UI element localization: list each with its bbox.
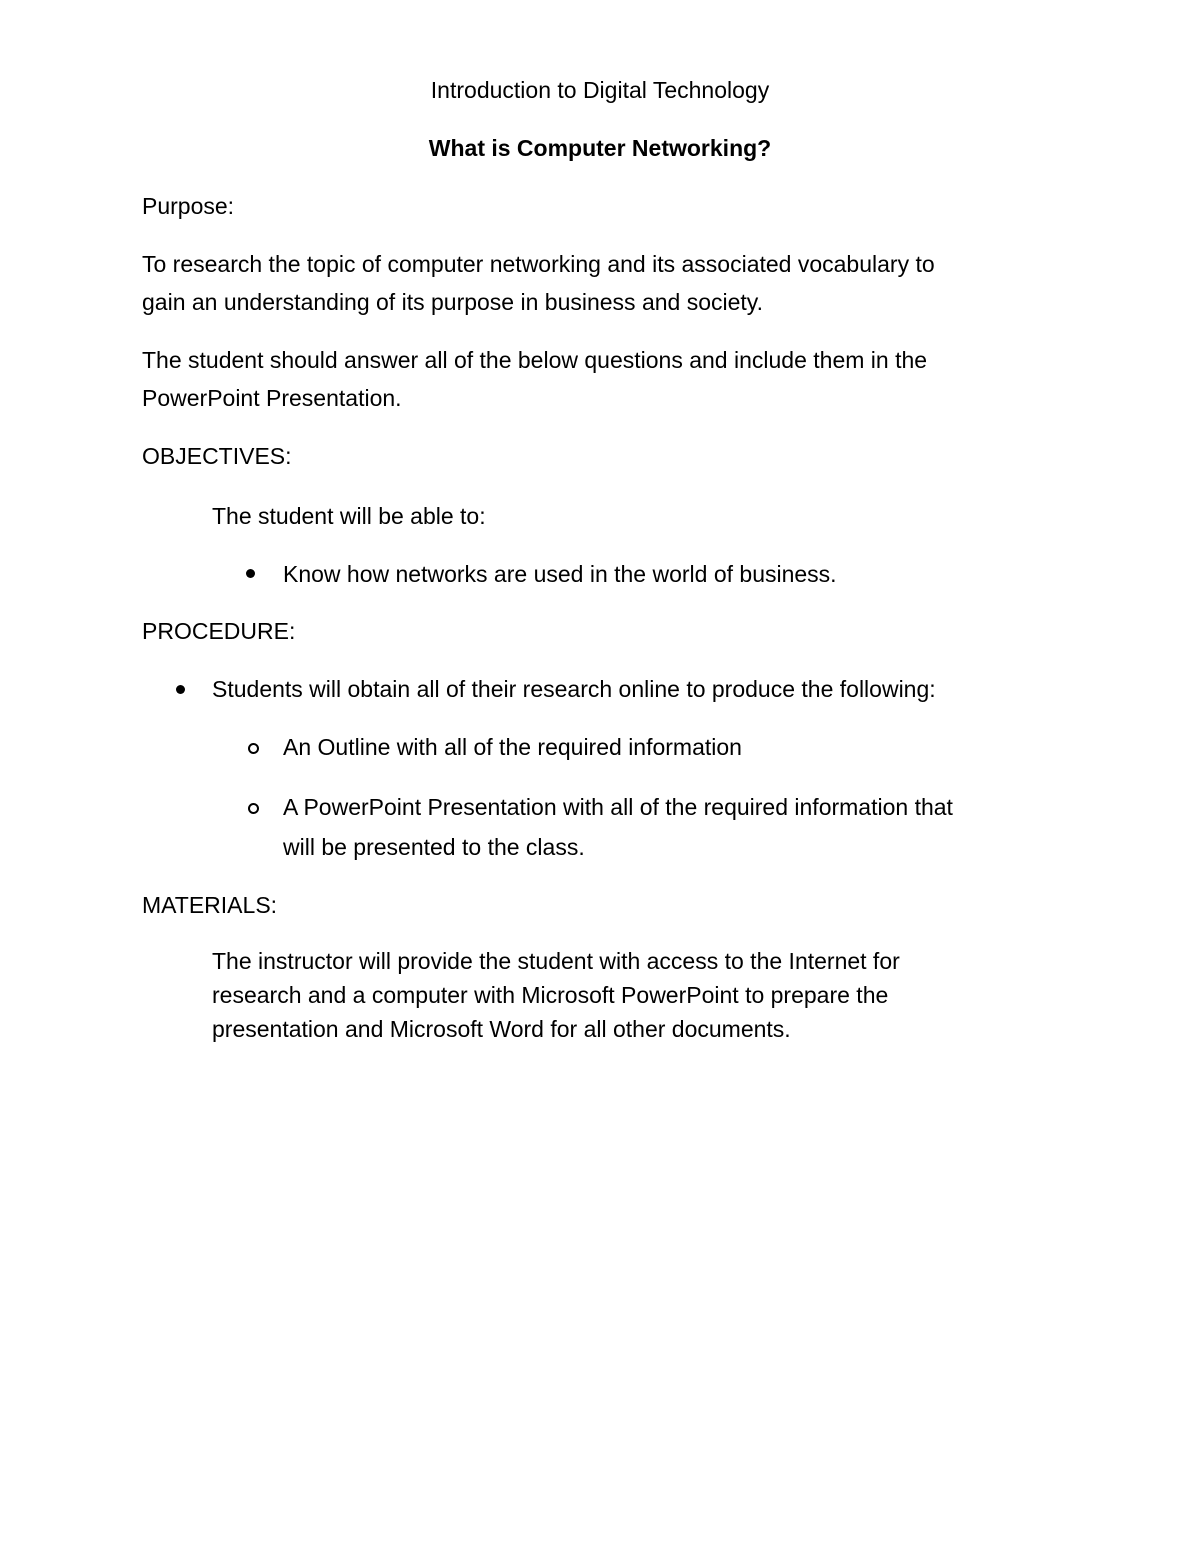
procedure-item: Students will obtain all of their research online to produce the following: — [212, 676, 936, 702]
objectives-item: Know how networks are used in the world of business. — [283, 561, 837, 587]
bullet-dot-icon — [246, 569, 255, 578]
materials-heading: MATERIALS: — [142, 892, 278, 918]
bullet-dot-icon — [176, 685, 185, 694]
procedure-sub-item-1: An Outline with all of the required information — [283, 734, 742, 760]
document-title: What is Computer Networking? — [428, 135, 772, 161]
bullet-circle-icon — [248, 743, 259, 754]
procedure-sub-item-2-line-2: will be presented to the class. — [283, 834, 585, 860]
materials-line-3: presentation and Microsoft Word for all other documents. — [212, 1016, 791, 1042]
purpose-paragraph-1-line-2: gain an understanding of its purpose in business and society. — [142, 289, 763, 315]
procedure-heading: PROCEDURE: — [142, 618, 296, 644]
purpose-paragraph-2-line-2: PowerPoint Presentation. — [142, 385, 402, 411]
purpose-heading: Purpose: — [142, 193, 235, 219]
materials-line-2: research and a computer with Microsoft PowerPoint to prepare the — [212, 982, 889, 1008]
procedure-sub-item-2-line-1: A PowerPoint Presentation with all of the required information that — [283, 794, 953, 820]
objectives-heading: OBJECTIVES: — [142, 443, 292, 469]
bullet-circle-icon — [248, 803, 259, 814]
objectives-intro: The student will be able to: — [212, 503, 486, 529]
course-title: Introduction to Digital Technology — [430, 77, 770, 103]
materials-line-1: The instructor will provide the student with access to the Internet for — [212, 948, 900, 974]
purpose-paragraph-2-line-1: The student should answer all of the below questions and include them in the — [142, 347, 928, 373]
purpose-paragraph-1-line-1: To research the topic of computer networking and its associated vocabulary to — [142, 251, 935, 277]
